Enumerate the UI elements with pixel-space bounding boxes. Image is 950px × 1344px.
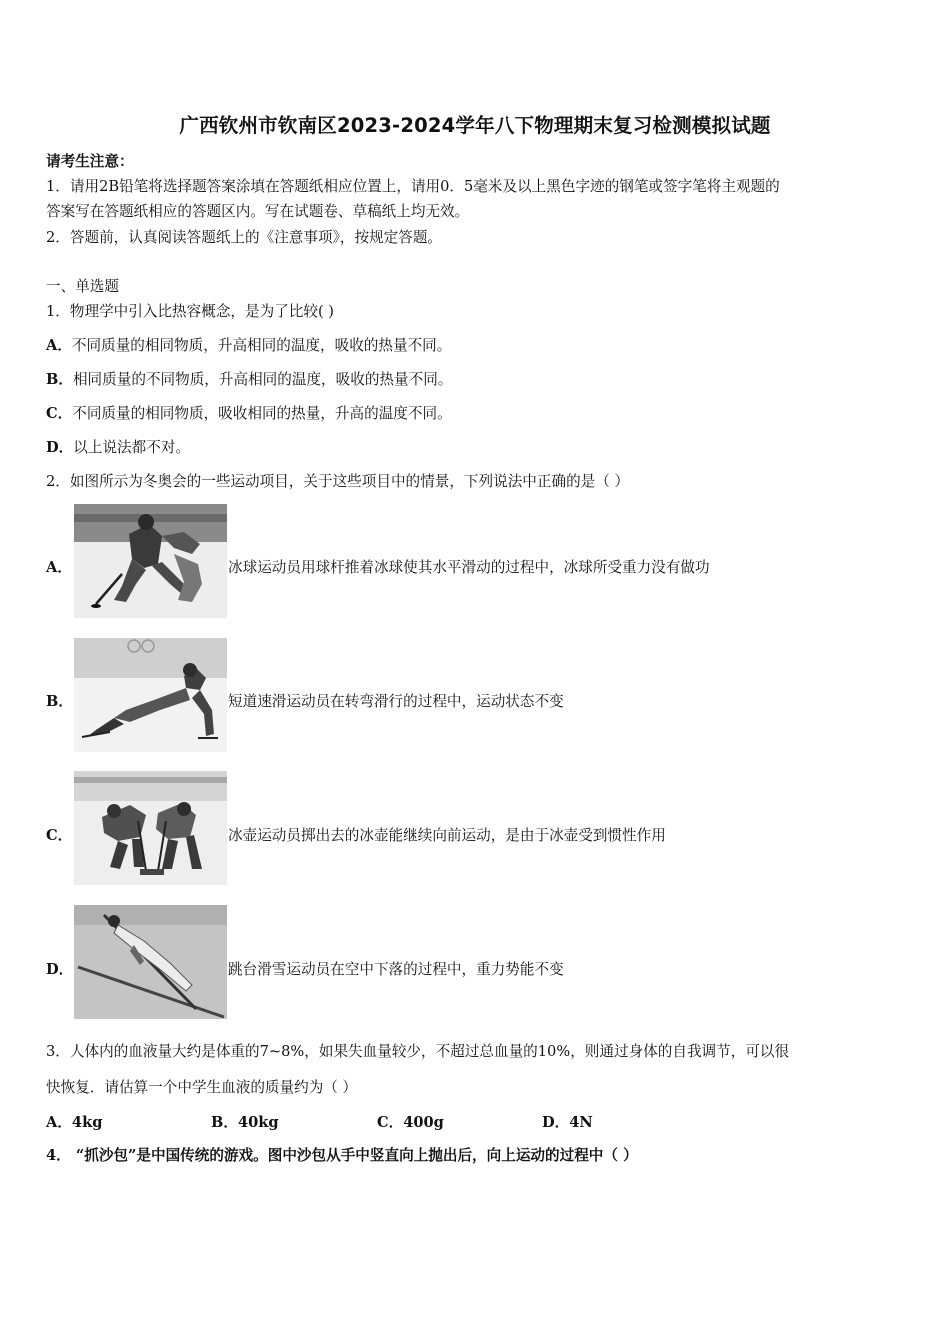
question-2-option-a-letter: A．: [46, 559, 72, 576]
option-letter: C．: [377, 1114, 404, 1131]
question-1-option-c: [46, 404, 902, 424]
curling-photo: [74, 771, 227, 885]
option-text: 400g: [403, 1114, 444, 1131]
option-letter: C．: [46, 405, 73, 422]
question-2-option-d-text: 跳台滑雪运动员在空中下落的过程中，重力势能不变: [228, 961, 564, 978]
question-3-option-d: [542, 1111, 593, 1132]
option-text: 4kg: [71, 1114, 103, 1131]
question-4-stem: 4． “抓沙包”是中国传统的游戏。图中沙包从手中竖直向上抛出后，向上运动的过程中（ ）: [46, 1147, 638, 1164]
question-2-option-b-text: 短道速滑运动员在转弯滑行的过程中，运动状态不变: [228, 693, 564, 710]
question-3-stem-line-1: 3．人体内的血液量大约是体重的7~8%，如果失血量较少，不超过总血量的10%，则通过身体的自我调节，可以很: [46, 1043, 790, 1060]
speed-skating-illustration: [74, 638, 227, 752]
question-2-option-a-text: 冰球运动员用球杆推着冰球使其水平滑动的过程中，冰球所受重力没有做功: [228, 559, 710, 576]
question-1-option-b: [46, 370, 902, 390]
option-text: 相同质量的不同物质，升高相同的温度，吸收的热量不同。: [72, 371, 453, 388]
option-text: 不同质量的相同物质，吸收相同的热量，升高的温度不同。: [72, 405, 452, 422]
option-text: 40kg: [237, 1114, 279, 1131]
option-letter: B．: [211, 1114, 238, 1131]
option-letter: D．: [542, 1114, 570, 1131]
speed-skating-photo: [74, 638, 227, 752]
ice-hockey-illustration: [74, 504, 227, 618]
question-3-option-a: [46, 1111, 102, 1132]
notice-item-1-line-2: 答案写在答题纸相应的答题区内。写在试题卷、草稿纸上均无效。: [46, 203, 470, 220]
question-1-stem: 1．物理学中引入比热容概念，是为了比较( ): [46, 303, 335, 320]
option-text: 不同质量的相同物质，升高相同的温度，吸收的热量不同。: [71, 337, 452, 354]
section-heading: 一、单选题: [46, 278, 119, 295]
question-1-option-a: [46, 336, 902, 356]
ski-jumping-photo: [74, 905, 227, 1019]
question-1-option-d: [46, 438, 902, 458]
question-3-option-c: [377, 1111, 444, 1132]
option-text: 以上说法都不对。: [73, 439, 191, 456]
option-text: 4N: [569, 1114, 593, 1131]
option-letter: A．: [46, 1114, 72, 1131]
question-2-stem: 2．如图所示为冬奥会的一些运动项目，关于这些项目中的情景，下列说法中正确的是（ ）: [46, 473, 630, 490]
question-2-option-c-letter: C．: [46, 827, 73, 844]
ski-jumping-illustration: [74, 905, 227, 1019]
option-letter: D．: [46, 439, 74, 456]
notice-item-2: 2．答题前，认真阅读答题纸上的《注意事项》，按规定答题。: [46, 229, 443, 246]
question-3-option-b: [211, 1111, 279, 1132]
option-letter: A．: [46, 337, 72, 354]
question-3-stem-line-2: 快恢复．请估算一个中学生血液的质量约为（ ）: [46, 1079, 358, 1096]
notice-item-1-line-1: 1．请用2B铅笔将选择题答案涂填在答题纸相应位置上，请用0．5毫米及以上黑色字迹的钢笔或签字笔将主观题的: [46, 178, 780, 195]
curling-illustration: [74, 771, 227, 885]
ice-hockey-photo: [74, 504, 227, 618]
exam-title: 广西钦州市钦南区2023-2024学年八下物理期末复习检测模拟试题: [179, 114, 771, 137]
notice-heading: 请考生注意：: [46, 153, 134, 170]
option-letter: B．: [46, 371, 73, 388]
question-2-option-c-text: 冰壶运动员掷出去的冰壶能继续向前运动，是由于冰壶受到惯性作用: [228, 827, 666, 844]
question-2-option-d-letter: D．: [46, 961, 74, 978]
question-2-option-b-letter: B．: [46, 693, 73, 710]
